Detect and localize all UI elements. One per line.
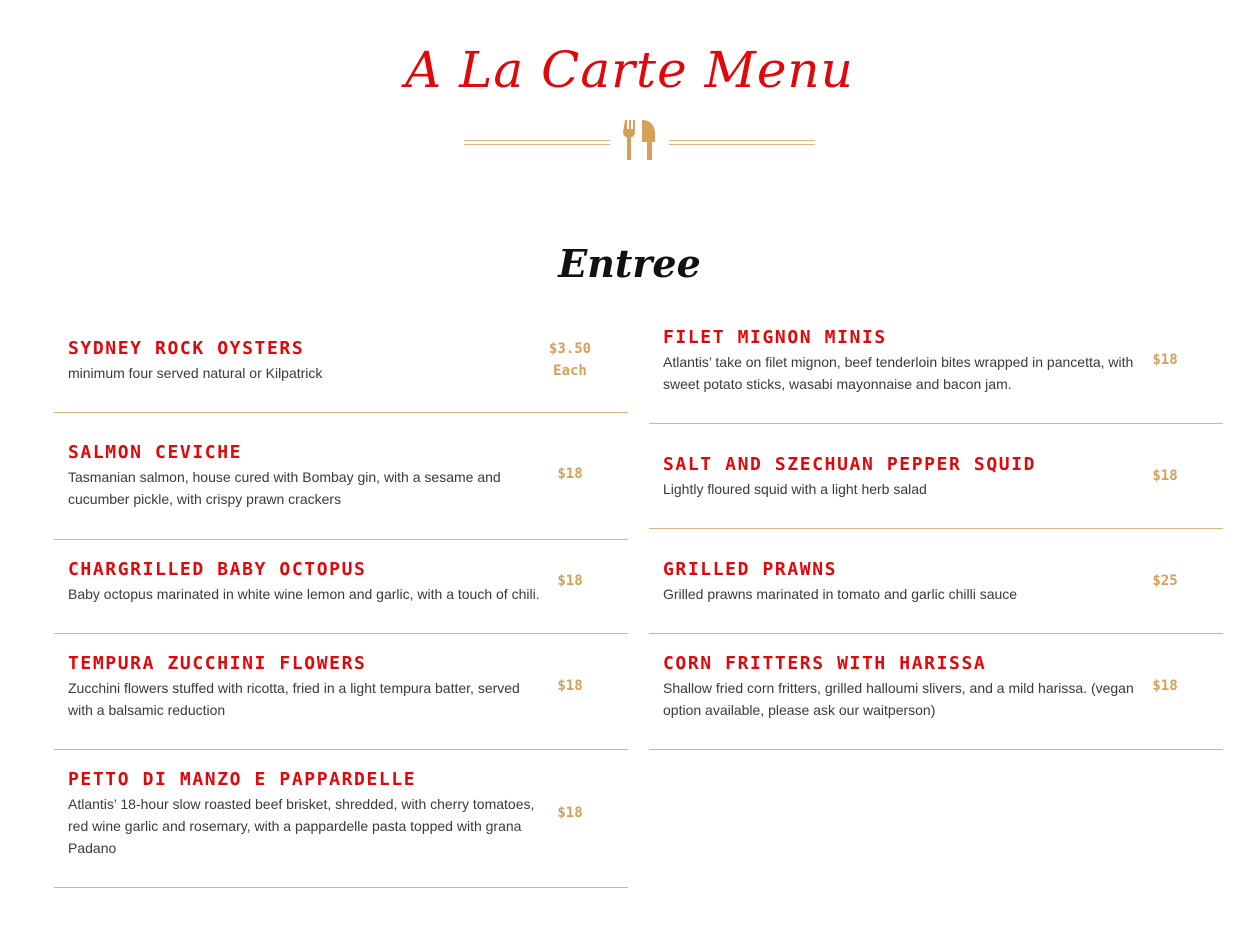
menu-item-text (68, 442, 543, 510)
menu-item-price: $18 (557, 678, 583, 694)
menu-item-name: PETTO DI MANZO E PAPPARDELLE (68, 769, 417, 790)
menu-item-description: Shallow fried corn fritters, grilled halloumi slivers, and a mild harissa. (vegan option available, please ask our waitperson) (663, 680, 1134, 718)
section-title: Entree (558, 241, 701, 286)
menu-item-description: Atlantis’ 18-hour slow roasted beef brisket, shredded, with cherry tomatoes, red wine garlic and rosemary, with a pappardelle pasta topped with grana Padano (68, 796, 535, 856)
menu-item (54, 315, 628, 413)
menu-item (54, 634, 628, 750)
menu-item-price: $18 (557, 466, 583, 482)
menu-item-name: FILET MIGNON MINIS (663, 327, 887, 348)
menu-item-text (663, 327, 1138, 395)
menu-item-description: Tasmanian salmon, house cured with Bombay gin, with a sesame and cucumber pickle, with crispy prawn crackers (68, 469, 501, 507)
menu-item-name: SALMON CEVICHE (68, 442, 243, 463)
menu-title: A La Carte Menu (405, 41, 854, 99)
menu-item-text (68, 653, 543, 721)
menu-item-description: Atlantis’ take on filet mignon, beef tenderloin bites wrapped in pancetta, with sweet potato sticks, wasabi mayonnaise and bacon jam. (663, 354, 1134, 392)
menu-item-name: CHARGRILLED BABY OCTOPUS (68, 559, 367, 580)
menu-item-text (68, 338, 543, 384)
menu-item-description: Baby octopus marinated in white wine lemon and garlic, with a touch of chili. (68, 586, 540, 602)
menu-item-name: SYDNEY ROCK OYSTERS (68, 338, 305, 359)
menu-item-name: CORN FRITTERS WITH HARISSA (663, 653, 987, 674)
menu-item-price: $18 (1152, 678, 1178, 694)
menu-item-price: $18 (557, 805, 583, 821)
menu-item-text (663, 653, 1138, 721)
menu-column-left (54, 315, 628, 888)
menu-item (54, 413, 628, 540)
menu-item-name: TEMPURA ZUCCHINI FLOWERS (68, 653, 367, 674)
menu-item-description: minimum four served natural or Kilpatrick (68, 365, 323, 381)
menu-item-name: SALT AND SZECHUAN PEPPER SQUID (663, 454, 1037, 475)
menu-item-price: $18 (1152, 468, 1178, 484)
menu-item (649, 529, 1223, 634)
menu-item-price: $25 (1152, 573, 1178, 589)
menu-item-price: $18 (1152, 352, 1178, 368)
divider-line-right (669, 140, 815, 145)
menu-item-text (68, 559, 543, 605)
menu-item-description: Zucchini flowers stuffed with ricotta, fried in a light tempura batter, served with a balsamic reduction (68, 680, 520, 718)
menu-item (649, 315, 1223, 424)
menu-item (649, 424, 1223, 529)
menu-item-description: Lightly floured squid with a light herb salad (663, 481, 927, 497)
menu-item-name: GRILLED PRAWNS (663, 559, 838, 580)
menu-item-text (663, 559, 1138, 605)
title-divider (464, 120, 816, 160)
menu-item-description: Grilled prawns marinated in tomato and garlic chilli sauce (663, 586, 1018, 602)
menu-item-price: $3.50 (548, 341, 592, 357)
menu-item (54, 750, 628, 888)
divider-line-left (464, 140, 610, 145)
cutlery-icon (622, 120, 658, 160)
menu-item-price-note: Each (553, 363, 587, 379)
menu-item-price: $18 (557, 573, 583, 589)
menu-item-text (663, 454, 1138, 500)
menu-item (54, 540, 628, 634)
menu-item-text (68, 769, 543, 859)
menu-column-right (649, 315, 1223, 750)
menu-item (649, 634, 1223, 750)
